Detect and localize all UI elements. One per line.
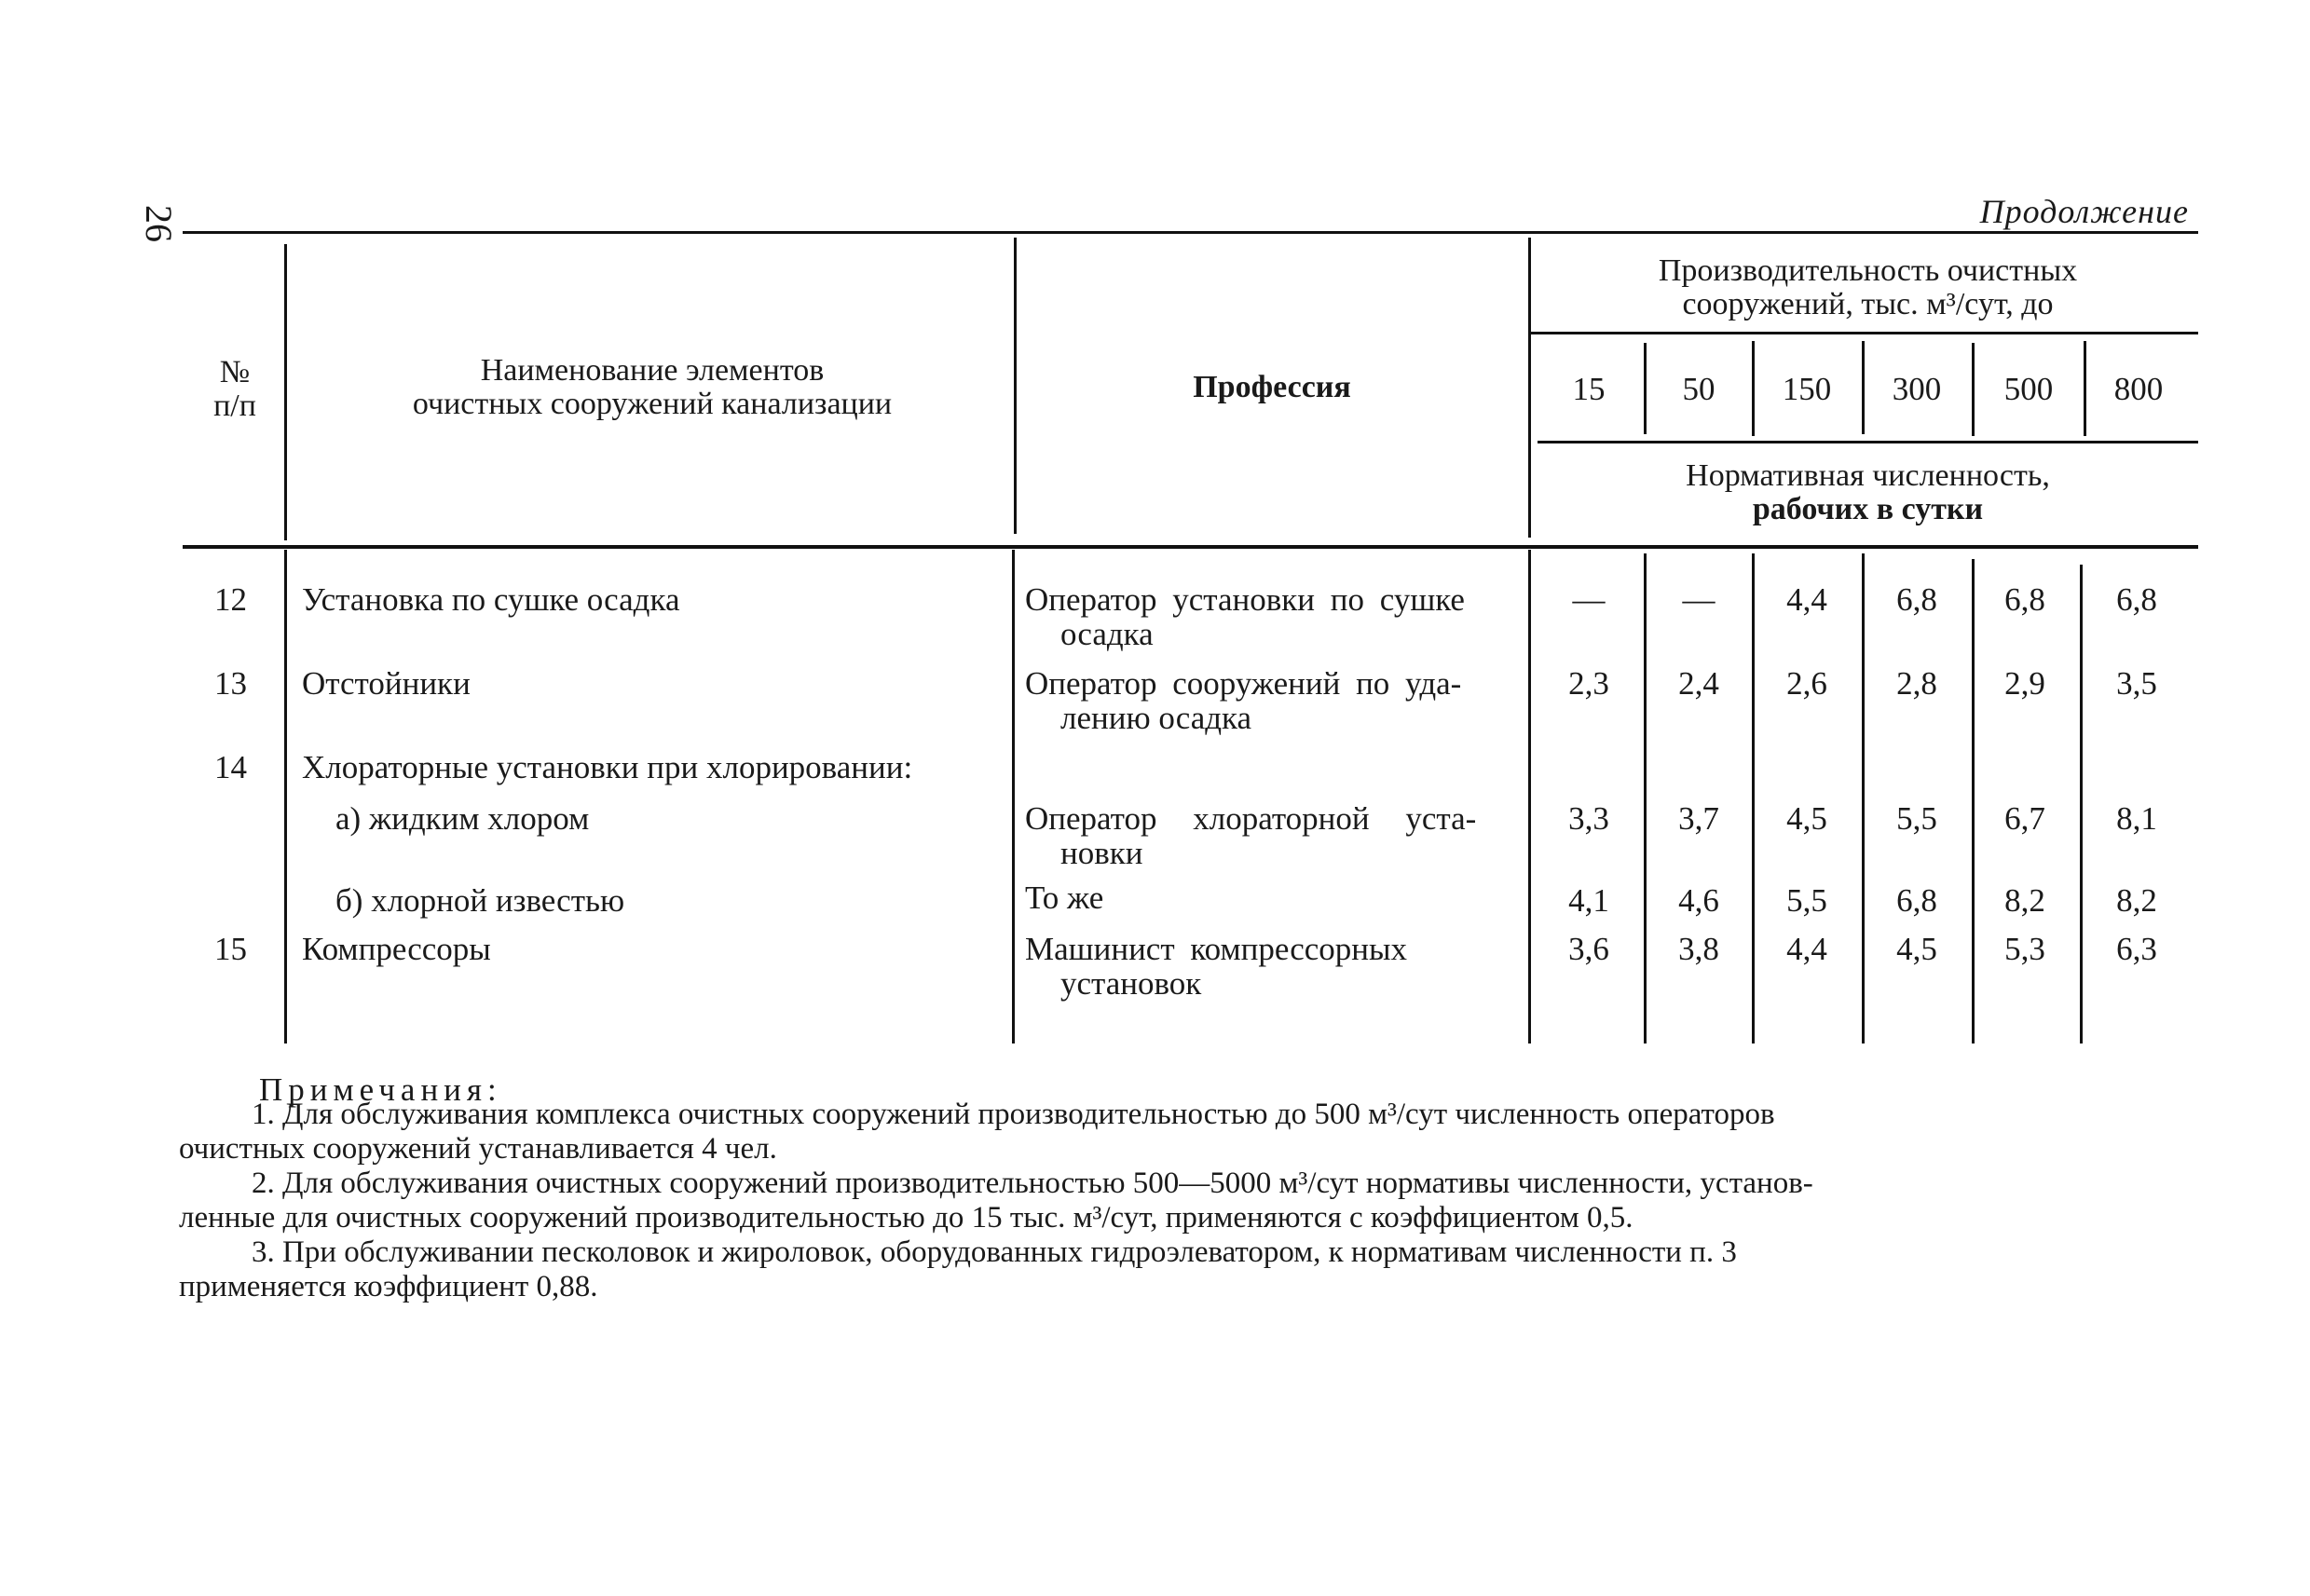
header-num: № п/п — [213, 355, 256, 423]
capacity-500: 500 — [2003, 371, 2054, 407]
value-50: 4,6 — [1678, 882, 1719, 919]
row-name: а) жидким хлором — [335, 800, 590, 837]
header-profession: Профессия — [1193, 370, 1351, 404]
cap-divider-4 — [1972, 343, 1975, 436]
value-500: 6,8 — [2004, 581, 2045, 618]
value-500: 6,7 — [2004, 800, 2045, 837]
row-profession: Оператор установки по сушке осадка — [1025, 581, 1465, 652]
value-15: 4,1 — [1568, 882, 1609, 919]
value-300: 6,8 — [1896, 882, 1937, 919]
header-norm: Нормативная численность, рабочих в сутки — [1686, 458, 2050, 526]
body-cap-divider-1 — [1644, 553, 1647, 1044]
cap-divider-2 — [1752, 341, 1755, 436]
body-cap-divider-3 — [1862, 553, 1865, 1044]
value-500: 8,2 — [2004, 882, 2045, 919]
value-300: 6,8 — [1896, 581, 1937, 618]
value-150: 4,4 — [1786, 931, 1827, 967]
capacity-50: 50 — [1682, 371, 1715, 407]
value-800: 8,2 — [2116, 882, 2157, 919]
value-800: 6,3 — [2116, 931, 2157, 967]
value-500: 2,9 — [2004, 665, 2045, 702]
capacity-values-rule — [1538, 441, 2198, 443]
notes-title: Примечания: — [259, 1071, 502, 1108]
value-800: 6,8 — [2116, 581, 2157, 618]
row-profession: Машинист компрессорных установок — [1025, 931, 1408, 1002]
capacity-150: 150 — [1782, 371, 1832, 407]
value-150: 2,6 — [1786, 665, 1827, 702]
body-divider-1 — [284, 550, 287, 1044]
row-profession: Оператор хлораторной уста- новки — [1025, 800, 1477, 871]
col-divider-2 — [1014, 238, 1017, 534]
value-150: 5,5 — [1786, 882, 1827, 919]
note-item-3: 3. При обслуживании песколовок и жироловок, оборудованных гидроэлеватором, к нормативам численности п. 3 применяется коэффициент 0,88. — [179, 1235, 1737, 1303]
row-name: Хлораторные установки при хлорировании: — [302, 749, 913, 785]
capacity-15: 15 — [1572, 371, 1606, 407]
table-header-bottom-rule — [183, 545, 2198, 549]
body-cap-divider-5 — [2080, 565, 2083, 1044]
note-item-2: 2. Для обслуживания очистных сооружений производительностью 500—5000 м³/сут нормативы численности, установ- ленные для очистных сооружений производительностью до 15 тыс. м³/сут, применяются с коэффициентом 0,5. — [179, 1166, 1813, 1235]
page-number: 26 — [138, 205, 180, 242]
body-cap-divider-2 — [1752, 553, 1755, 1044]
value-50: 3,7 — [1678, 800, 1719, 837]
row-name: б) хлорной известью — [335, 882, 625, 919]
value-300: 4,5 — [1896, 931, 1937, 967]
row-name: Компрессоры — [302, 931, 491, 967]
header-capacity: Производительность очистных сооружений, тыс. м³/сут, до — [1658, 253, 2078, 321]
table-top-rule — [183, 231, 2198, 234]
value-300: 2,8 — [1896, 665, 1937, 702]
row-name: Отстойники — [302, 665, 471, 702]
value-500: 5,3 — [2004, 931, 2045, 967]
note-item-1: 1. Для обслуживания комплекса очистных сооружений производительностью до 500 м³/сут численность операторов очистных сооружений устанавливается 4 чел. — [179, 1098, 1775, 1166]
capacity-300: 300 — [1892, 371, 1942, 407]
body-divider-2 — [1012, 550, 1015, 1044]
row-num: 13 — [214, 665, 247, 702]
row-profession: То же — [1025, 880, 1104, 916]
value-50: 2,4 — [1678, 665, 1719, 702]
value-15: 2,3 — [1568, 665, 1609, 702]
value-15: 3,6 — [1568, 931, 1609, 967]
value-50: 3,8 — [1678, 931, 1719, 967]
capacity-800: 800 — [2113, 371, 2164, 407]
cap-divider-1 — [1644, 343, 1647, 434]
value-800: 8,1 — [2116, 800, 2157, 837]
cap-divider-5 — [2084, 341, 2086, 436]
value-300: 5,5 — [1896, 800, 1937, 837]
col-divider-1 — [284, 244, 287, 540]
value-50: — — [1682, 581, 1715, 618]
value-150: 4,5 — [1786, 800, 1827, 837]
col-divider-3 — [1528, 238, 1531, 538]
value-15: — — [1572, 581, 1606, 618]
capacity-header-rule — [1531, 332, 2198, 334]
header-element-name: Наименование элементов очистных сооружений канализации — [412, 353, 893, 421]
row-profession: Оператор сооружений по уда- лению осадка — [1025, 665, 1462, 736]
row-num: 15 — [214, 931, 247, 967]
value-15: 3,3 — [1568, 800, 1609, 837]
row-num: 12 — [214, 581, 247, 618]
value-800: 3,5 — [2116, 665, 2157, 702]
value-150: 4,4 — [1786, 581, 1827, 618]
row-name: Установка по сушке осадка — [302, 581, 680, 618]
body-divider-3 — [1528, 550, 1531, 1044]
cap-divider-3 — [1862, 341, 1865, 434]
row-num: 14 — [214, 749, 247, 785]
continuation-label: Продолжение — [1979, 193, 2189, 230]
